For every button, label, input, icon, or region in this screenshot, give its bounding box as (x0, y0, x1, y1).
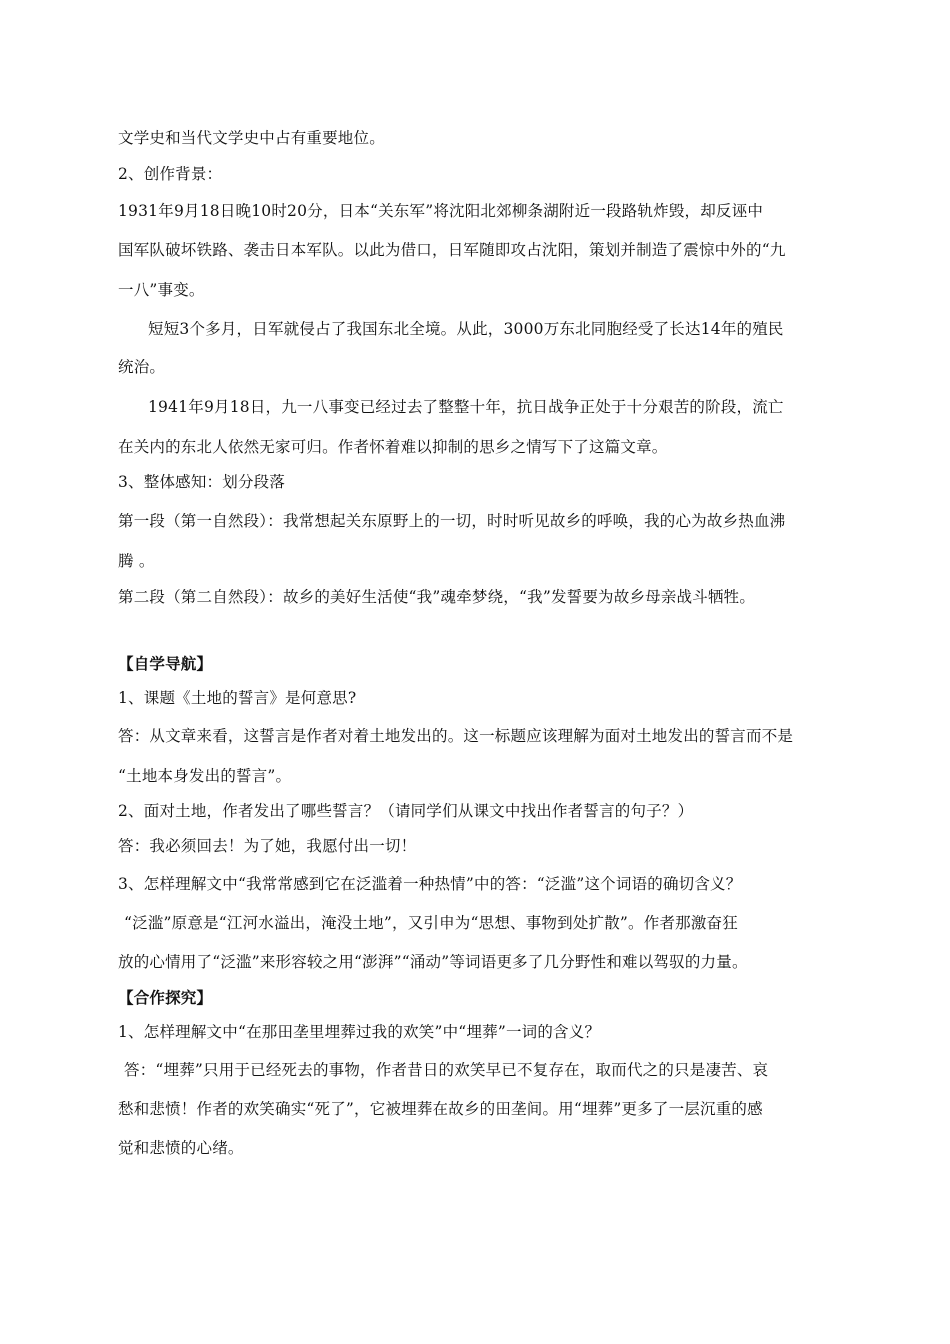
answer-line: 觉和悲愤的心绪。 (118, 1139, 244, 1157)
body-text-line: 国军队破坏铁路、袭击日本军队。以此为借口，日军随即攻占沈阳，策划并制造了震惊中外的“九 (118, 241, 786, 259)
answer-line: 愁和悲愤！作者的欢笑确实“死了”，它被埋葬在故乡的田垄间。用“埋葬”更多了一层沉重的感 (118, 1100, 763, 1118)
question-line: 2、面对土地，作者发出了哪些誓言？（请同学们从课文中找出作者誓言的句子？） (118, 802, 694, 820)
question-line: 1、课题《土地的誓言》是何意思? (118, 689, 357, 707)
body-text-line: 第一段（第一自然段）：我常想起关东原野上的一切，时时听见故乡的呼唤，我的心为故乡热血沸 (118, 512, 786, 530)
section-title-self-study: 【自学导航】 (118, 654, 213, 673)
body-text-line: 第二段（第二自然段）：故乡的美好生活使“我”魂牵梦绕，“我”发誓要为故乡母亲战斗牺牲。 (118, 588, 756, 606)
question-line: 3、怎样理解文中“我常常感到它在泛滥着一种热情”中的答：“泛滥”这个词语的确切含义？ (118, 875, 742, 893)
answer-line: “土地本身发出的誓言”。 (118, 767, 292, 785)
section-heading: 3、整体感知：划分段落 (118, 473, 286, 491)
answer-line: 答：我必须回去！为了她，我愿付出一切！ (118, 837, 417, 855)
body-text-line: 统治。 (118, 358, 166, 376)
answer-line: 答：“埋葬”只用于已经死去的事物，作者昔日的欢笑早已不复存在，取而代之的只是凄苦、哀 (124, 1061, 769, 1079)
body-text-line: 在关内的东北人依然无家可归。作者怀着难以抑制的思乡之情写下了这篇文章。 (118, 438, 668, 456)
answer-line: “泛滥”原意是“江河水溢出，淹没土地”，又引申为“思想、事物到处扩散”。作者那激奋狂 (124, 914, 738, 932)
body-text-line: 文学史和当代文学史中占有重要地位。 (118, 129, 385, 147)
body-text-line: 腾 。 (118, 552, 155, 570)
body-text-line: 一八”事变。 (118, 281, 205, 299)
section-heading: 2、创作背景： (118, 165, 223, 183)
section-title-cooperative-inquiry: 【合作探究】 (118, 988, 213, 1007)
body-text-line: 短短3个多月，日军就侵占了我国东北全境。从此，3000万东北同胞经受了长达14年的殖民 (148, 320, 784, 338)
question-line: 1、怎样理解文中“在那田垄里埋葬过我的欢笑”中“埋葬”一词的含义？ (118, 1023, 601, 1041)
body-text-line: 1931年9月18日晚10时20分，日本“关东军”将沈阳北郊柳条湖附近一段路轨炸毁，却反诬中 (118, 202, 764, 220)
answer-line: 放的心情用了“泛滥”来形容较之用“澎湃”“涌动”等词语更多了几分野性和难以驾驭的力量。 (118, 953, 748, 971)
answer-line: 答：从文章来看，这誓言是作者对着土地发出的。这一标题应该理解为面对土地发出的誓言而不是 (118, 727, 794, 745)
body-text-line: 1941年9月18日，九一八事变已经过去了整整十年，抗日战争正处于十分艰苦的阶段，流亡 (148, 398, 784, 416)
